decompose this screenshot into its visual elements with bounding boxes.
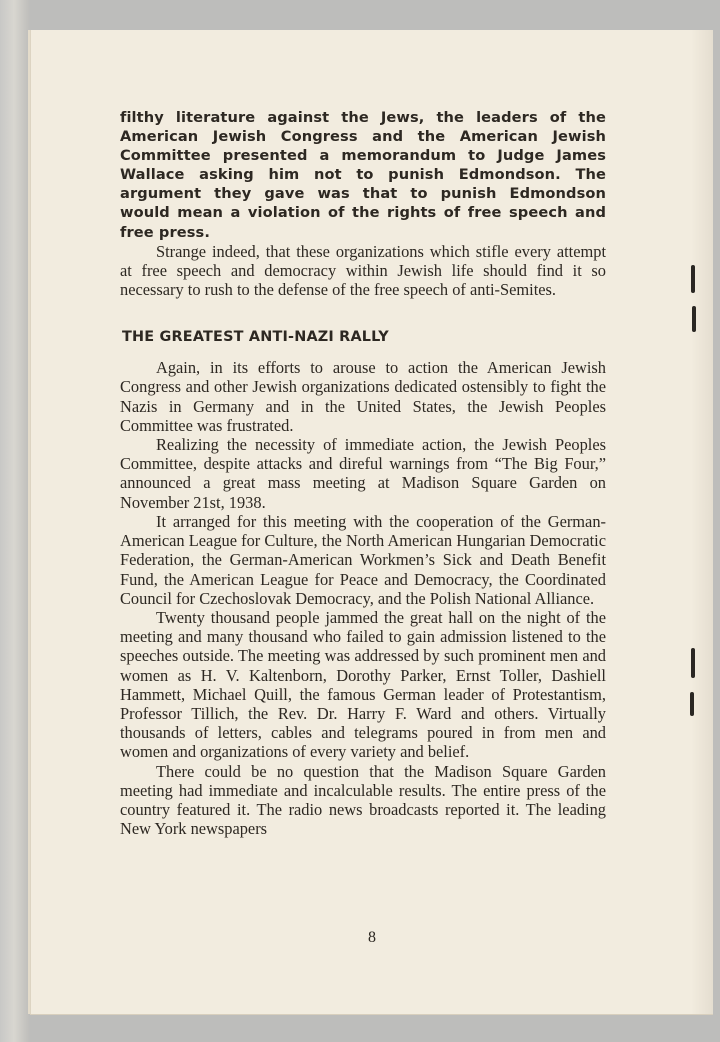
book-page — [30, 30, 713, 1014]
page-text — [120, 108, 606, 838]
section-heading: THE GREATEST ANTI-NAZI RALLY — [122, 329, 389, 346]
binding-mark — [692, 306, 696, 332]
intro-bold-paragraph: filthy literature against the Jews, the leaders of the American Jewish Congress and the American Jewish Committee presented a memorandum to Judge James Wallace asking him not to punish Edmondson. The argument they gave was that to punish Edmondson would mean a violation of the rights of free speech and free press. — [120, 109, 606, 241]
page-number: 8 — [368, 929, 376, 946]
paragraph-there: There could be no question that the Madison Square Garden meeting had immediate and incalculable results. The entire press of the country featured it. The radio news broadcasts reported it. The leading New York newspapers — [120, 761, 606, 839]
binding-mark — [691, 648, 695, 678]
binding-mark — [690, 692, 694, 716]
paragraph-realizing: Realizing the necessity of immediate action, the Jewish Peoples Committee, despite attacks and direful warnings from “The Big Four,” announced a great mass meeting at Madison Square Garden on November 21st, 1938. — [120, 435, 606, 512]
page-edge-shadow — [691, 30, 713, 1014]
paragraph-again: Again, in its efforts to arouse to action the American Jewish Congress and other Jewish organizations dedicated ostensibly to fight the Nazis in Germany and in the United States, the Jewish Peoples Committee was frustrated. — [120, 358, 606, 435]
paragraph-strange: Strange indeed, that these organizations which stifle every attempt at free speech and democracy within Jewish life should find it so necessary to rush to the defense of the free speech of anti-Semites. — [120, 241, 606, 300]
paragraph-twenty: Twenty thousand people jammed the great hall on the night of the meeting and many thousand who failed to gain admission listened to the speeches outside. The meeting was addressed by such prominent men and women as H. V. Kaltenborn, Dorothy Parker, Ernst Toller, Dashiell Hammett, Michael Quill, the famous German leader of Protestantism, Professor Tillich, the Rev. Dr. Harry F. Ward and others. Virtually thousands of letters, cables and telegrams poured in from men and women and organizations of every variety and belief. — [120, 607, 606, 762]
paragraph-arranged: It arranged for this meeting with the cooperation of the German-American League for Culture, the North American Hungarian Democratic Federation, the German-American Workmen’s Sick and Death Benefit Fund, the American League for Peace and Democracy, the Coordinated Council for Czechoslovak Democracy, and the Polish National Alliance. — [120, 511, 606, 608]
binding-mark — [691, 265, 695, 293]
